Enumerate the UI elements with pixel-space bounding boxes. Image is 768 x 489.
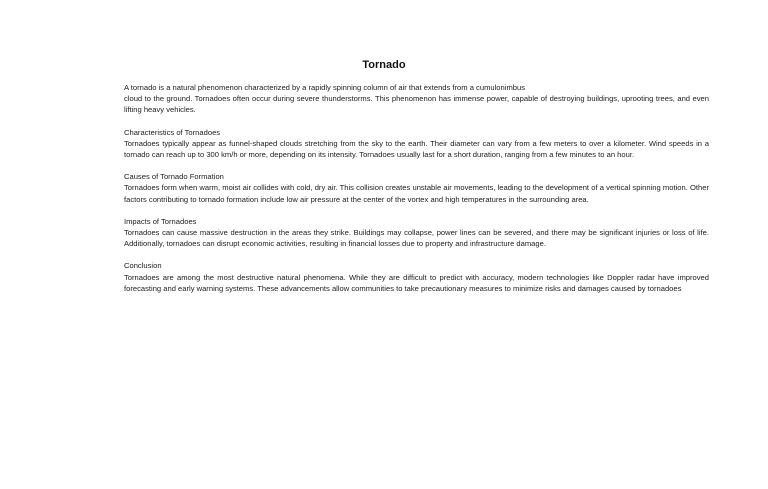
section-paragraph: Tornadoes form when warm, moist air collides with cold, dry air. This collision creates unstable air movements, leading to the development of a vertical spinning motion. Other factors contributing to tornado formation include low air pressure at the center of the vortex and high temperatures in the surrounding area. [124, 183, 709, 204]
intro-line-1: A tornado is a natural phenomenon characterized by a rapidly spinning column of air that extends from a cumulonimbus [124, 83, 526, 92]
section-heading: Causes of Tornado Formation [124, 172, 224, 182]
section-paragraph: Tornadoes can cause massive destruction in the areas they strike. Buildings may collapse, power lines can be severed, and there may be significant injuries or loss of life. Additionally, tornadoes can disrupt economic activities, resulting in financial losses due to property and infrastructure damage. [124, 228, 709, 249]
section-heading: Conclusion [124, 261, 162, 271]
document-title: Tornado [362, 59, 406, 71]
section-causes [124, 171, 709, 205]
section-conclusion [124, 260, 709, 294]
section-paragraph: Tornadoes typically appear as funnel-shaped clouds stretching from the sky to the earth. Their diameter can vary from a few meters to over a kilometer. Wind speeds in a tornado can reach up to 300 km/h or more, depending on its intensity. Tornadoes usually last for a short duration, ranging from a few minutes to an hour. [124, 138, 709, 160]
section-impacts [124, 216, 709, 250]
section-paragraph: Tornadoes are among the most destructive natural phenomena. While they are difficult to predict with accuracy, modern technologies like Doppler radar have improved forecasting and early warning systems. These advancements allow communities to take precautionary measures to minimize risks and damages caused by tornadoes [124, 272, 709, 293]
section-characteristics [124, 127, 709, 161]
intro-paragraph [124, 82, 709, 116]
section-heading: Characteristics of Tornadoes [124, 127, 221, 137]
section-heading: Impacts of Tornadoes [124, 216, 197, 226]
intro-line-rest: cloud to the ground. Tornadoes often occur during severe thunderstorms. This phenomenon has immense power, capable of destroying buildings, uprooting trees, and even lifting heavy vehicles. [124, 94, 709, 115]
document-body [124, 82, 709, 294]
